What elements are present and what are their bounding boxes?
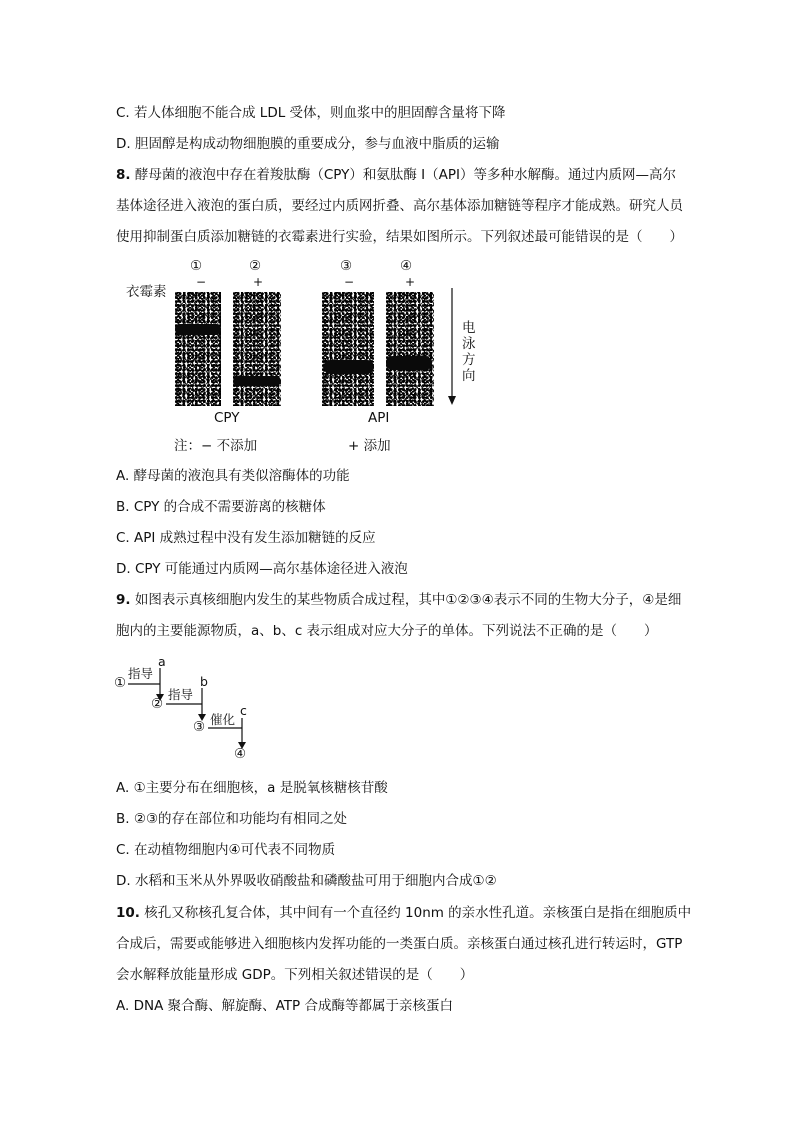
gel-lane-3 bbox=[322, 292, 374, 406]
option-c-q8: C. API 成熟过程中没有发生添加糖链的反应 bbox=[116, 530, 376, 546]
question-9-number: 9. bbox=[116, 592, 131, 608]
direction-char-1: 电 bbox=[462, 320, 476, 336]
option-a-q10: A. DNA 聚合酶、解旋酶、ATP 合成酶等都属于亲核蛋白 bbox=[116, 998, 453, 1014]
question-8-number: 8. bbox=[116, 167, 131, 183]
flow-label-guide-1: 指导 bbox=[128, 666, 154, 681]
gel-band-1 bbox=[175, 324, 221, 335]
option-a-q8: A. 酵母菌的液泡具有类似溶酶体的功能 bbox=[116, 468, 350, 484]
lane-num-2: ② bbox=[249, 258, 262, 274]
tunicamycin-label: 衣霉素 bbox=[126, 284, 167, 300]
gel-band-3 bbox=[324, 360, 374, 374]
lane-sign-1: − bbox=[196, 275, 207, 289]
option-a-q9: A. ①主要分布在细胞核，a 是脱氧核糖核苷酸 bbox=[116, 780, 388, 796]
question-9-text1: 如图表示真核细胞内发生的某些物质合成过程，其中①②③④表示不同的生物大分子，④是细 bbox=[134, 592, 682, 608]
lane-sign-2: + bbox=[253, 275, 264, 289]
option-b-q8: B. CPY 的合成不需要游离的核糖体 bbox=[116, 499, 326, 515]
question-9-line1 bbox=[116, 590, 681, 610]
molecule-2: ② bbox=[151, 696, 164, 712]
option-d-q7: D. 胆固醇是构成动物细胞膜的重要成分，参与血液中脂质的运输 bbox=[116, 136, 500, 152]
gel-band-2 bbox=[233, 376, 281, 386]
direction-char-3: 方 bbox=[462, 352, 476, 368]
option-b-q9: B. ②③的存在部位和功能均有相同之处 bbox=[116, 811, 348, 827]
electrophoresis-figure bbox=[120, 258, 490, 458]
option-d-q8: D. CPY 可能通过内质网—高尔基体途径进入液泡 bbox=[116, 561, 408, 577]
option-c-q9: C. 在动植物细胞内④可代表不同物质 bbox=[116, 842, 336, 858]
lane-sign-3: − bbox=[344, 275, 355, 289]
monomer-b: b bbox=[200, 674, 208, 689]
electrophoresis-direction-arrow bbox=[446, 288, 458, 406]
group-label-api: API bbox=[368, 410, 390, 426]
question-9-line2: 胞内的主要能源物质，a、b、c 表示组成对应大分子的单体。下列说法不正确的是（ ） bbox=[116, 623, 658, 639]
legend-note-plus: + 添加 bbox=[348, 438, 391, 454]
gel-band-4 bbox=[386, 356, 432, 370]
direction-char-2: 泳 bbox=[462, 336, 476, 352]
monomer-a: a bbox=[158, 654, 166, 669]
lane-num-3: ③ bbox=[340, 258, 353, 274]
option-c-q7: C. 若人体细胞不能合成 LDL 受体，则血浆中的胆固醇含量将下降 bbox=[116, 105, 506, 121]
flow-label-guide-2: 指导 bbox=[168, 687, 194, 702]
question-8-line2: 基体途径进入液泡的蛋白质，要经过内质网折叠、高尔基体添加糖链等程序才能成熟。研究人员 bbox=[116, 198, 683, 214]
question-10-text1: 核孔又称核孔复合体，其中间有一个直径约 10nm 的亲水性孔道。亲核蛋白是指在细胞质中 bbox=[144, 905, 692, 921]
monomer-c: c bbox=[240, 703, 247, 718]
direction-char-4: 向 bbox=[462, 368, 476, 384]
molecule-1: ① bbox=[114, 675, 127, 691]
question-10-number: 10. bbox=[116, 905, 140, 921]
legend-note-minus: 注：− 不添加 bbox=[174, 438, 258, 454]
molecule-3: ③ bbox=[193, 719, 206, 735]
question-8-line1 bbox=[116, 165, 676, 185]
molecule-4: ④ bbox=[234, 746, 247, 762]
lane-num-4: ④ bbox=[400, 258, 413, 274]
gel-lane-1 bbox=[175, 292, 221, 406]
synthesis-flow-diagram bbox=[112, 654, 272, 770]
flow-label-catalyze: 催化 bbox=[210, 712, 236, 727]
question-10-line2: 合成后，需要或能够进入细胞核内发挥功能的一类蛋白质。亲核蛋白通过核孔进行转运时，GTP bbox=[116, 936, 683, 952]
question-10-line3: 会水解释放能量形成 GDP。下列相关叙述错误的是（ ） bbox=[116, 967, 474, 983]
question-10-line1 bbox=[116, 903, 691, 923]
question-8-line3: 使用抑制蛋白质添加糖链的衣霉素进行实验，结果如图所示。下列叙述最可能错误的是（ ） bbox=[116, 229, 683, 245]
gel-lane-2 bbox=[233, 292, 281, 406]
lane-num-1: ① bbox=[190, 258, 203, 274]
group-label-cpy: CPY bbox=[214, 410, 240, 426]
question-8-text1: 酵母菌的液泡中存在着羧肽酶（CPY）和氨肽酶 I（API）等多种水解酶。通过内质网—高尔 bbox=[134, 167, 676, 183]
lane-sign-4: + bbox=[405, 275, 416, 289]
gel-lane-4 bbox=[386, 292, 434, 406]
option-d-q9: D. 水稻和玉米从外界吸收硝酸盐和磷酸盐可用于细胞内合成①② bbox=[116, 873, 497, 889]
